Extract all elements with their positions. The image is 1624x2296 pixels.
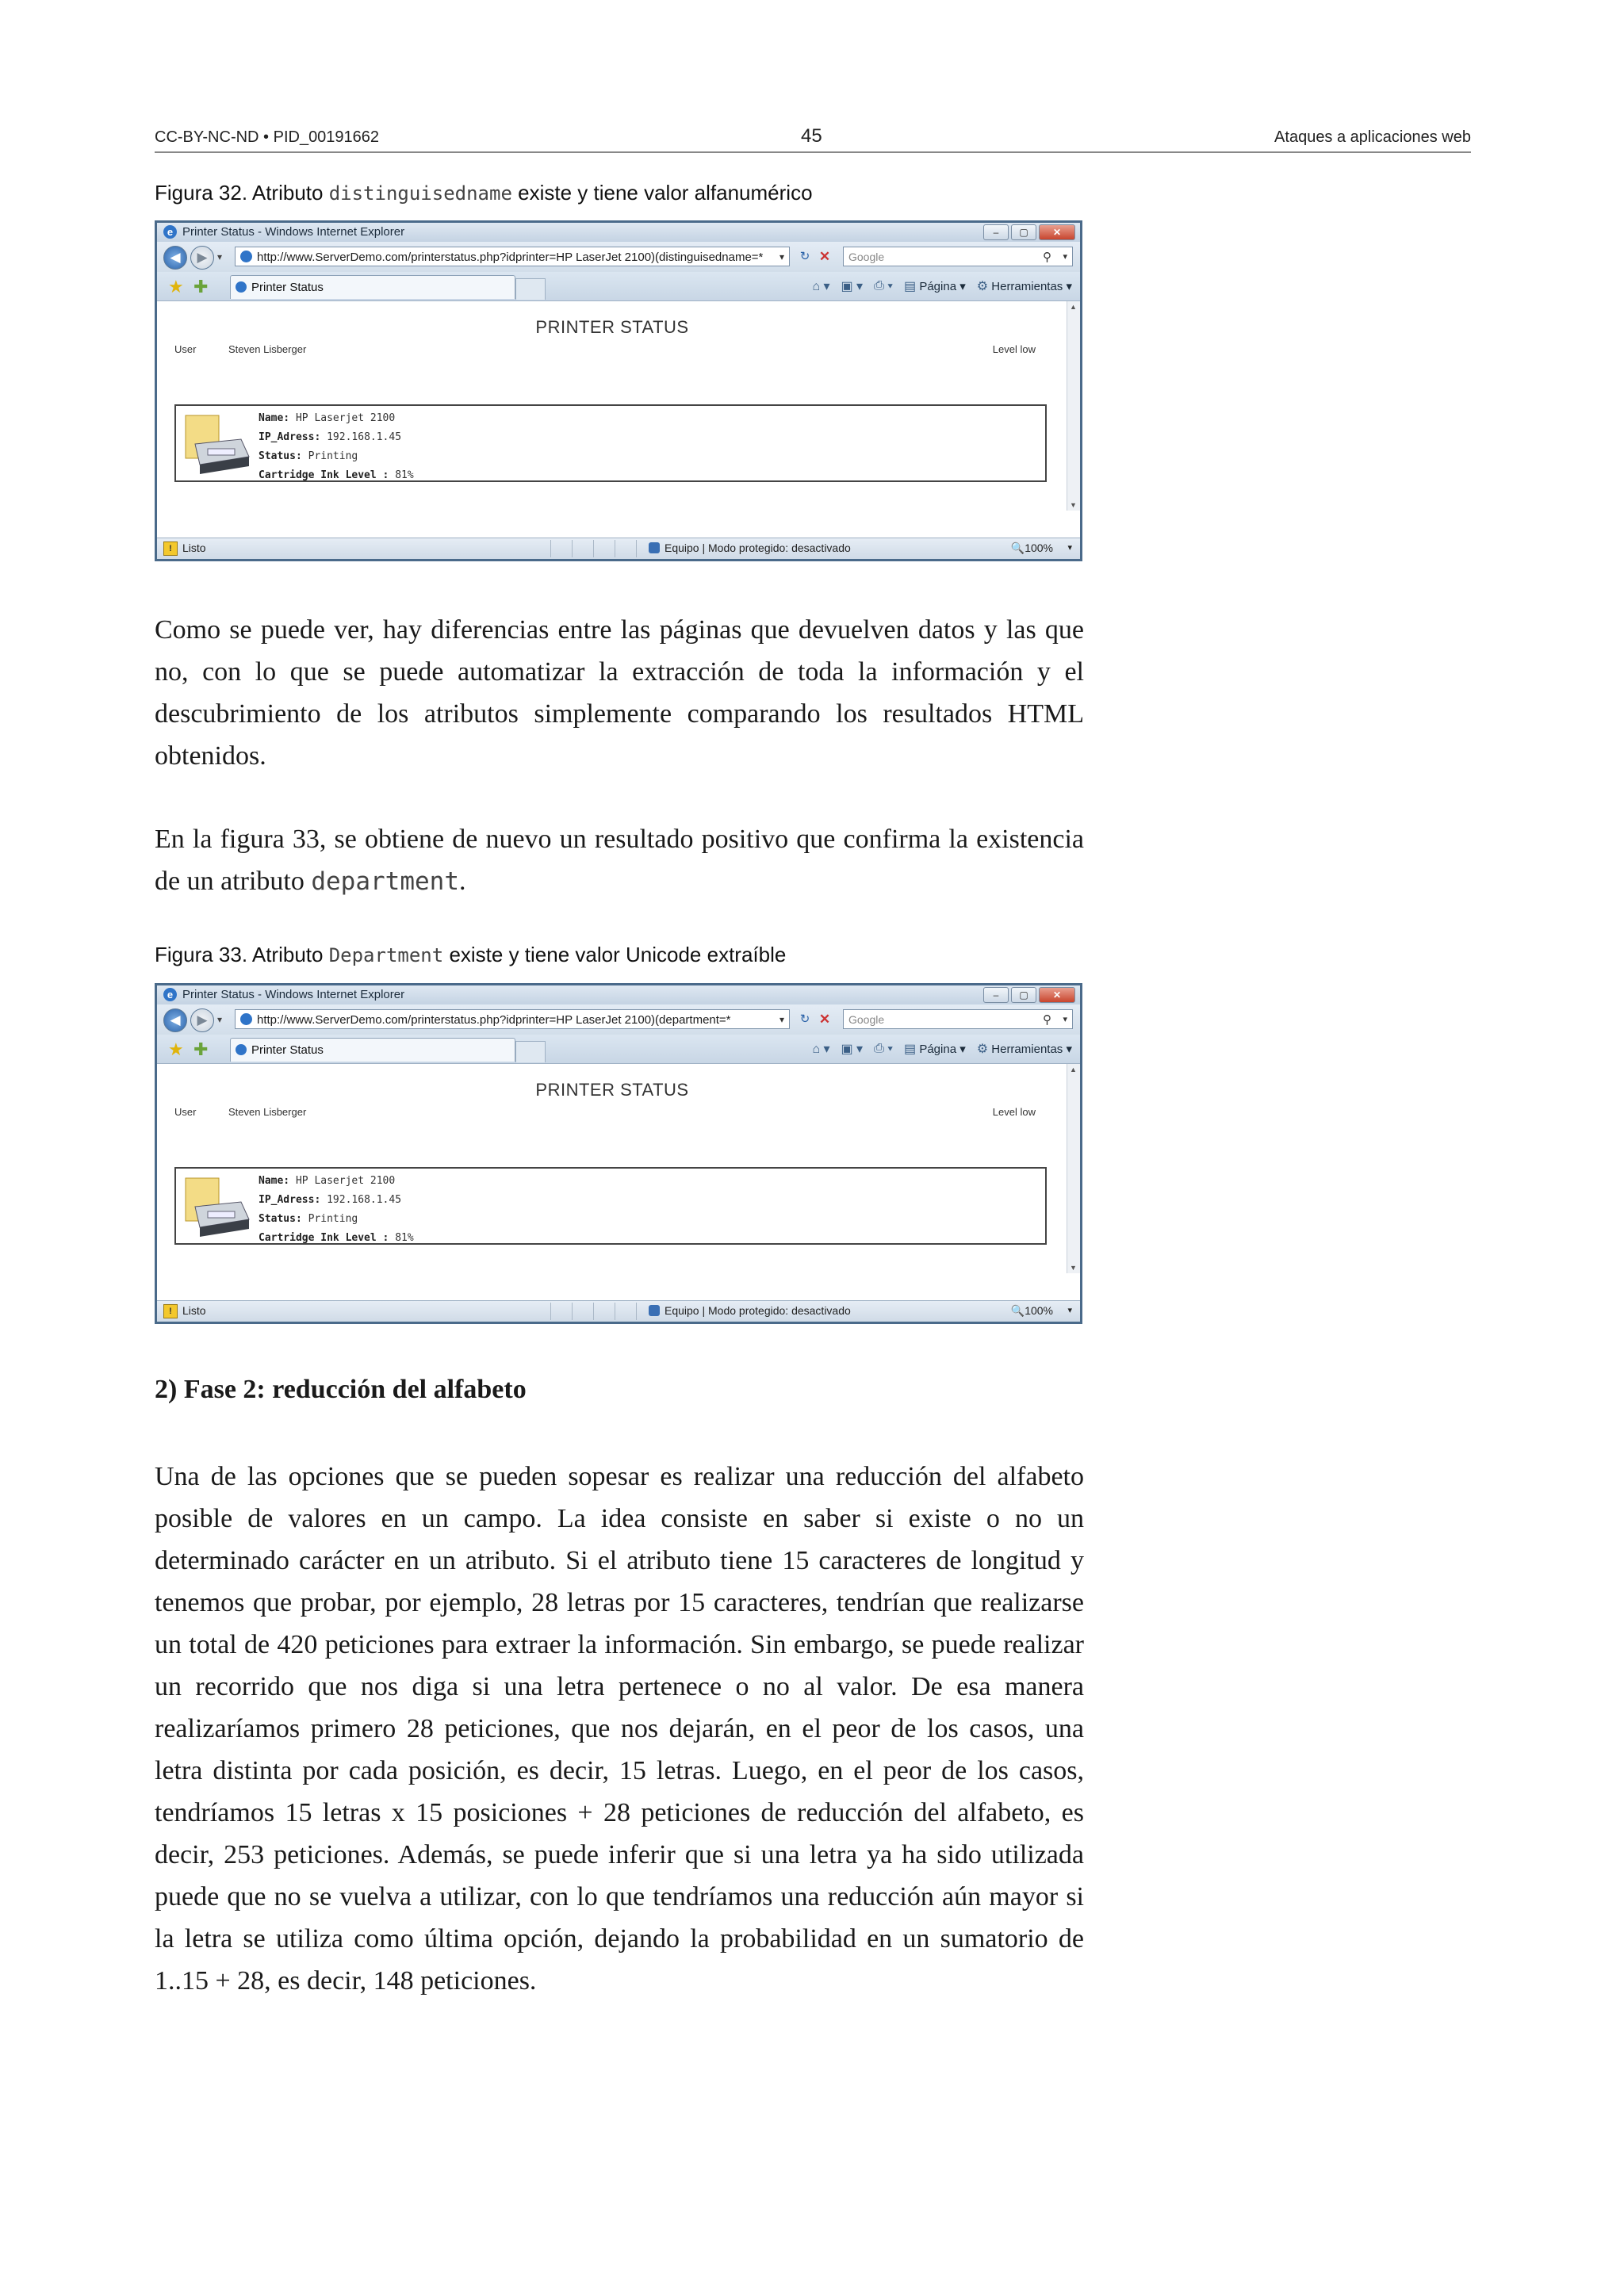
tools-menu[interactable]: ⚙ Herramientas ▾ xyxy=(976,280,1072,293)
window-title: Printer Status - Windows Internet Explorer xyxy=(182,988,405,1001)
command-bar xyxy=(812,1041,1072,1057)
tab-bar xyxy=(157,272,1080,301)
paragraph-1: Como se puede ver, hay diferencias entre las páginas que devuelven datos y las que no, con lo que se puede automatizar la extracción de toda la información y el descubrimiento de los atributos simplemente comparando los resultados HTML obtenidos. xyxy=(155,615,1084,771)
browser-window-fig33 xyxy=(155,983,1082,1324)
maximize-button[interactable]: ▢ xyxy=(1011,987,1036,1003)
title-bar xyxy=(157,223,1080,242)
refresh-icon[interactable]: ↻ xyxy=(799,250,810,263)
refresh-icon[interactable]: ↻ xyxy=(799,1012,810,1026)
warning-icon: ! xyxy=(163,1304,178,1318)
printer-icon xyxy=(181,1175,252,1240)
figure-32-caption xyxy=(155,181,813,205)
page-icon xyxy=(236,1044,247,1055)
user-label: User xyxy=(174,343,197,355)
navigation-bar xyxy=(157,242,1080,272)
add-favorite-icon[interactable]: ✚ xyxy=(193,1039,209,1059)
level-label: Level low xyxy=(992,343,1036,355)
home-icon[interactable]: ⌂ ▾ xyxy=(812,280,830,293)
status-text: Listo xyxy=(182,1304,206,1317)
home-icon[interactable]: ⌂ ▾ xyxy=(812,1043,830,1056)
page-content xyxy=(157,301,1067,511)
address-dropdown-icon[interactable]: ▾ xyxy=(779,251,784,262)
tab-label: Printer Status xyxy=(251,281,324,294)
search-placeholder: Google xyxy=(848,1013,885,1026)
user-label: User xyxy=(174,1106,197,1118)
figure-33-caption xyxy=(155,943,786,967)
status-bar xyxy=(157,1300,1080,1322)
printer-info-box xyxy=(174,404,1047,482)
warning-icon: ! xyxy=(163,541,178,556)
page-menu[interactable]: ▤ Página ▾ xyxy=(904,280,966,293)
feeds-icon[interactable]: ▣ ▾ xyxy=(841,280,864,293)
print-icon[interactable]: ⎙ ▾ xyxy=(874,279,894,293)
caption-code: Department xyxy=(328,944,444,966)
address-bar[interactable] xyxy=(235,247,790,266)
page-icon xyxy=(240,251,252,262)
page-title: PRINTER STATUS xyxy=(535,1080,689,1100)
zoom-dropdown-icon[interactable]: ▾ xyxy=(1067,1306,1072,1315)
zone-icon xyxy=(649,1305,660,1316)
status-bar xyxy=(157,538,1080,559)
search-input[interactable] xyxy=(843,247,1073,266)
address-text: http://www.ServerDemo.com/printerstatus.php?idprinter=HP LaserJet 2100)(department=* xyxy=(257,1013,731,1027)
vertical-scrollbar[interactable]: ▲ ▼ xyxy=(1067,1064,1080,1273)
stop-icon[interactable]: ✕ xyxy=(818,249,831,264)
search-placeholder: Google xyxy=(848,251,885,263)
printer-info: Name: HP Laserjet 2100 IP_Adress: 192.168.1.45 Status: Printing Cartridge Ink Level : 81% xyxy=(259,412,414,481)
history-dropdown-icon[interactable]: ▾ xyxy=(217,1014,223,1025)
command-bar xyxy=(812,278,1072,294)
feeds-icon[interactable]: ▣ ▾ xyxy=(841,1043,864,1056)
tab-bar xyxy=(157,1035,1080,1064)
printer-name: HP Laserjet 2100 xyxy=(295,1175,396,1187)
security-zone[interactable]: Equipo | Modo protegido: desactivado xyxy=(649,1304,851,1317)
ink-level: 81% xyxy=(395,1232,414,1244)
zone-icon xyxy=(649,542,660,553)
close-button[interactable]: ✕ xyxy=(1039,987,1075,1003)
printer-status: Printing xyxy=(308,450,358,462)
browser-window-fig32 xyxy=(155,220,1082,561)
security-zone[interactable]: Equipo | Modo protegido: desactivado xyxy=(649,541,851,554)
favorites-star-icon[interactable]: ★ xyxy=(168,1039,184,1059)
header-left: CC-BY-NC-ND • PID_00191662 xyxy=(155,128,380,146)
paragraph-2: En la figura 33, se obtiene de nuevo un resultado positivo que confirma la existencia de un atributo department. xyxy=(155,825,1084,896)
status-text: Listo xyxy=(182,541,206,554)
header-rule xyxy=(155,151,1471,153)
ink-level: 81% xyxy=(395,469,414,481)
back-button[interactable]: ◀ xyxy=(163,246,187,270)
caption-prefix: Figura 33. Atributo xyxy=(155,943,324,966)
printer-status: Printing xyxy=(308,1213,358,1225)
page-menu[interactable]: ▤ Página ▾ xyxy=(904,1043,966,1056)
ie-icon: e xyxy=(163,225,177,239)
search-dropdown-icon[interactable]: ▾ xyxy=(1063,1015,1067,1024)
tab-printer-status[interactable] xyxy=(230,275,515,299)
caption-prefix: Figura 32. Atributo xyxy=(155,181,324,205)
add-favorite-icon[interactable]: ✚ xyxy=(193,277,209,297)
zoom-level[interactable]: 🔍100% xyxy=(1010,1304,1053,1317)
printer-info-box xyxy=(174,1167,1047,1245)
minimize-button[interactable]: – xyxy=(983,224,1009,240)
search-dropdown-icon[interactable]: ▾ xyxy=(1063,252,1067,262)
zoom-dropdown-icon[interactable]: ▾ xyxy=(1067,543,1072,553)
forward-button[interactable]: ▶ xyxy=(190,1008,214,1032)
tab-printer-status[interactable] xyxy=(230,1038,515,1062)
page-title: PRINTER STATUS xyxy=(535,317,689,337)
search-icon[interactable]: ⚲ xyxy=(1043,251,1051,264)
vertical-scrollbar[interactable]: ▲ ▼ xyxy=(1067,301,1080,511)
user-name: Steven Lisberger xyxy=(228,1106,307,1118)
maximize-button[interactable]: ▢ xyxy=(1011,224,1036,240)
address-bar[interactable] xyxy=(235,1009,790,1029)
new-tab-button[interactable] xyxy=(515,1041,546,1062)
back-button[interactable]: ◀ xyxy=(163,1008,187,1032)
printer-info: Name: HP Laserjet 2100 IP_Adress: 192.168.1.45 Status: Printing Cartridge Ink Level : 81% xyxy=(259,1175,414,1244)
level-label: Level low xyxy=(992,1106,1036,1118)
favorites-star-icon[interactable]: ★ xyxy=(168,277,184,297)
ie-icon: e xyxy=(163,988,177,1001)
caption-suffix: existe y tiene valor alfanumérico xyxy=(518,181,813,205)
forward-button[interactable]: ▶ xyxy=(190,246,214,270)
page-content xyxy=(157,1064,1067,1273)
title-bar xyxy=(157,985,1080,1004)
stop-icon[interactable]: ✕ xyxy=(818,1012,831,1027)
tab-label: Printer Status xyxy=(251,1043,324,1057)
navigation-bar xyxy=(157,1004,1080,1035)
new-tab-button[interactable] xyxy=(515,278,546,300)
paragraph-3: Una de las opciones que se pueden sopesar es realizar una reducción del alfabeto posible de valores en un campo. La idea consiste en saber si existe o no un determinado carácter en un atributo. Si el atributo tiene 15 caracteres de longitud y tenemos que probar, por ejemplo, 28 letras por 15 caracteres, tendrían que realizarse un total de 420 peticiones para extraer la información. Sin embargo, se puede realizar un recorrido que nos diga si una letra pertenece o no al valor. De esa manera realizaríamos primero 28 peticiones, que nos dejarán, en el peor de los casos, una letra distinta por cada posición, es decir, 15 letras. Luego, en el peor de los casos, tendríamos 15 letras x 15 posiciones + 28 peticiones de reducción del alfabeto, es decir, 253 peticiones. Además, se puede inferir que si una letra ya ha sido utilizada puede que no se vuelva a utilizar, con lo que tendríamos una reducción aún mayor si la letra se utiliza como última opción, dejando la probabilidad en un sumatorio de 1..15 + 28, es decir, 148 peticiones. xyxy=(155,1462,1084,1996)
section-heading: 2) Fase 2: reducción del alfabeto xyxy=(155,1375,527,1404)
zoom-level[interactable]: 🔍100% xyxy=(1010,541,1053,554)
header-right: Ataques a aplicaciones web xyxy=(1274,128,1471,146)
inline-code: department xyxy=(311,867,459,896)
address-dropdown-icon[interactable]: ▾ xyxy=(779,1014,784,1025)
print-icon[interactable]: ⎙ ▾ xyxy=(874,1042,894,1055)
minimize-button[interactable]: – xyxy=(983,987,1009,1003)
caption-suffix: existe y tiene valor Unicode extraíble xyxy=(449,943,787,966)
caption-code: distinguisedname xyxy=(328,182,512,205)
search-input[interactable] xyxy=(843,1009,1073,1029)
page-icon xyxy=(236,281,247,293)
printer-name: HP Laserjet 2100 xyxy=(295,412,396,424)
page-number: 45 xyxy=(801,125,822,147)
address-text: http://www.ServerDemo.com/printerstatus.php?idprinter=HP LaserJet 2100)(distinguisedname=* xyxy=(257,251,764,264)
close-button[interactable]: ✕ xyxy=(1039,224,1075,240)
tools-menu[interactable]: ⚙ Herramientas ▾ xyxy=(976,1043,1072,1056)
printer-ip: 192.168.1.45 xyxy=(327,431,402,443)
printer-ip: 192.168.1.45 xyxy=(327,1194,402,1206)
user-name: Steven Lisberger xyxy=(228,343,307,355)
history-dropdown-icon[interactable]: ▾ xyxy=(217,251,223,262)
page-icon xyxy=(240,1013,252,1025)
search-icon[interactable]: ⚲ xyxy=(1043,1013,1051,1027)
window-title: Printer Status - Windows Internet Explorer xyxy=(182,225,405,239)
printer-icon xyxy=(181,412,252,477)
